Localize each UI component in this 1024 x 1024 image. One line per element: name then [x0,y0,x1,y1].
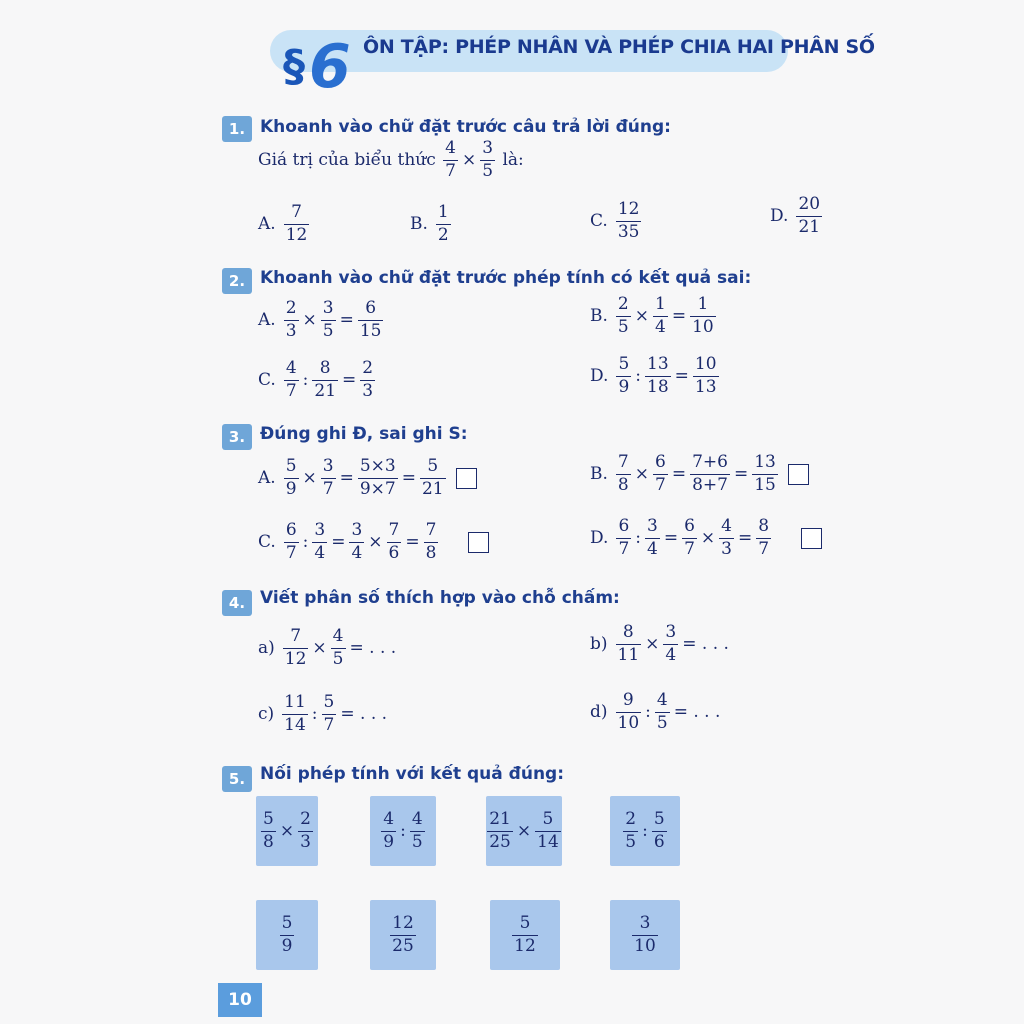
exercise-number: 5. [222,766,252,792]
operation-card[interactable]: $\frac{21}{25}$ × $\frac{5}{14}$ [486,796,562,866]
answer-checkbox[interactable] [468,532,489,553]
ex3-item-b: B. $\frac{7}{8}$ × $\frac{6}{7}$ = $\frac{7+6}{8+7}$ = $\frac{13}{15}$ [590,454,809,495]
answer-checkbox[interactable] [801,528,822,549]
page-number: 10 [218,983,262,1017]
exercise-title: Nối phép tính với kết quả đúng: [260,764,565,784]
page-title: ÔN TẬP: PHÉP NHÂN VÀ PHÉP CHIA HAI PHÂN SỐ [363,36,875,58]
ex3-item-d: D. $\frac{6}{7}$ : $\frac{3}{4}$ = $\frac{6}{7}$ × $\frac{4}{3}$ = $\frac{8}{7}$ [590,518,822,559]
ex1-option-b[interactable]: B. $\frac{1}{2}$ [410,202,449,245]
ex2-item-a[interactable]: A. $\frac{2}{3}$ × $\frac{3}{5}$ = $\frac{6}{15}$ [258,298,382,341]
ex4-item-d[interactable]: d) $\frac{9}{10}$ : $\frac{4}{5}$ = . . . [590,690,721,733]
ex2-item-c[interactable]: C. $\frac{4}{7}$ : $\frac{8}{21}$ = $\frac{2}{3}$ [258,358,374,401]
ex3-item-c: C. $\frac{6}{7}$ : $\frac{3}{4}$ = $\frac{3}{4}$ × $\frac{7}{6}$ = $\frac{7}{8}$ [258,522,489,563]
result-card[interactable]: $\frac{12}{25}$ [370,900,436,970]
ex4-item-a[interactable]: a) $\frac{7}{12}$ × $\frac{4}{5}$ = . . . [258,626,397,669]
section-number: §6 [283,32,351,102]
exercise-title: Khoanh vào chữ đặt trước phép tính có kết quả sai: [260,268,752,288]
ex2-item-d[interactable]: D. $\frac{5}{9}$ : $\frac{13}{18}$ = $\frac{10}{13}$ [590,354,717,397]
ex3-item-a: A. $\frac{5}{9}$ × $\frac{3}{7}$ = $\frac{5\times 3}{9\times 7}$ = $\frac{5}{21}$ [258,458,477,499]
answer-checkbox[interactable] [456,468,477,489]
operation-card[interactable]: $\frac{5}{8}$ × $\frac{2}{3}$ [256,796,318,866]
ex4-item-c[interactable]: c) $\frac{11}{14}$ : $\frac{5}{7}$ = . . . [258,692,388,735]
operation-card[interactable]: $\frac{2}{5}$ : $\frac{5}{6}$ [610,796,680,866]
ex1-option-c[interactable]: C. $\frac{12}{35}$ [590,199,640,242]
ex2-item-b[interactable]: B. $\frac{2}{5}$ × $\frac{1}{4}$ = $\frac{1}{10}$ [590,294,714,337]
ex1-option-d[interactable]: D. $\frac{20}{21}$ [770,194,821,237]
result-card[interactable]: $\frac{5}{9}$ [256,900,318,970]
exercise-number: 2. [222,268,252,294]
ex1-question: Giá trị của biểu thức $\frac{4}{7}$ × $\frac{3}{5}$ là: [258,138,524,181]
answer-checkbox[interactable] [788,464,809,485]
exercise-number: 3. [222,424,252,450]
operation-card[interactable]: $\frac{4}{9}$ : $\frac{4}{5}$ [370,796,436,866]
ex4-item-b[interactable]: b) $\frac{8}{11}$ × $\frac{3}{4}$ = . . . [590,622,729,665]
ex1-option-a[interactable]: A. $\frac{7}{12}$ [258,202,308,245]
exercise-title: Đúng ghi Đ, sai ghi S: [260,424,468,444]
exercise-number: 1. [222,116,252,142]
exercise-number: 4. [222,590,252,616]
exercise-title: Viết phân số thích hợp vào chỗ chấm: [260,588,620,608]
exercise-title: Khoanh vào chữ đặt trước câu trả lời đúng: [260,117,671,137]
result-card[interactable]: $\frac{5}{12}$ [490,900,560,970]
result-card[interactable]: $\frac{3}{10}$ [610,900,680,970]
